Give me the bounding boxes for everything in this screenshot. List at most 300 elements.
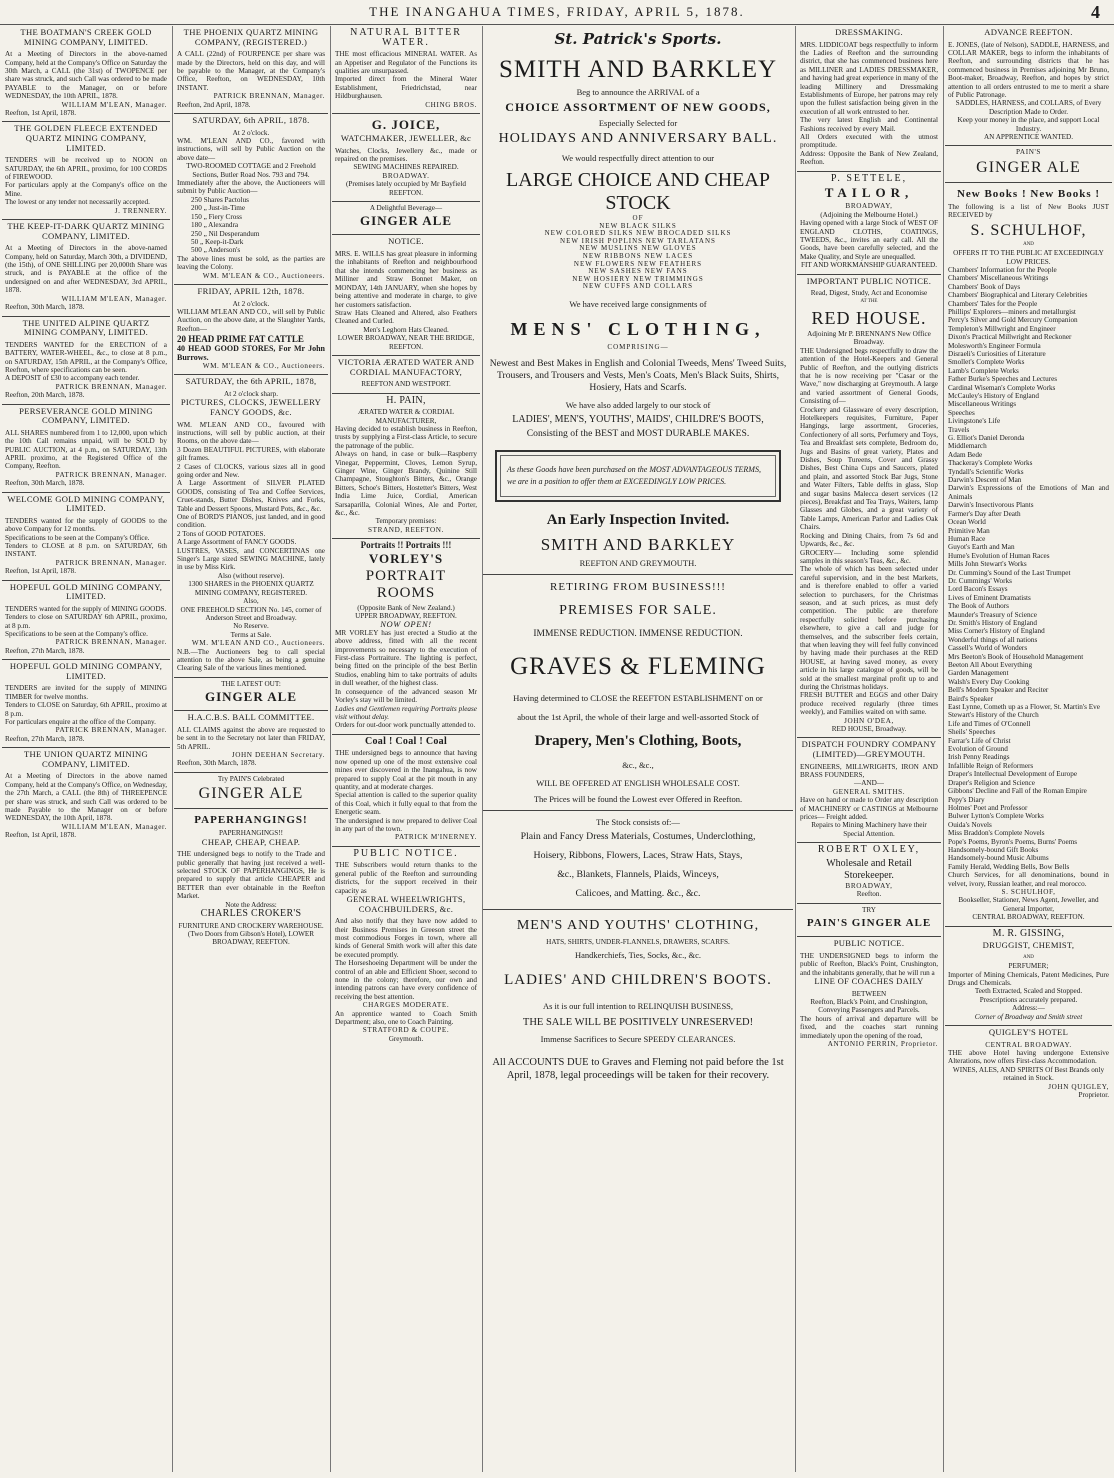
ad-item: No Reserve. [233,622,269,631]
book-list-item: Baird's Speaker [948,694,994,703]
ad-line: We have also added largely to our stock of [565,399,711,410]
ad-heading: FRIDAY, APRIL 12th, 1878. [197,285,305,296]
book-list-item: McCauley's History of England [948,392,1039,400]
ad-body: In consequence of the advanced season Mr Vorley's stay will be limited. [335,687,477,705]
book-list-item: Molesworth's Engineer Formula [948,341,1041,350]
ad-title: New Books ! New Books ! [956,187,1101,200]
book-list-item: Wonderful things of all nations [948,635,1038,644]
ad-paperhangings [174,809,328,951]
ad-item: A Large Assortment of FANCY GOODS. [177,538,297,547]
ad-signature: J. TRENNERY. [114,206,167,215]
share-row: 500 „ Anderson's [191,246,241,255]
book-list-item: Mills John Stewart's Works [948,560,1027,569]
ad-item: 40 HEAD GOOD STORES, For Mr John Burrows. [177,344,325,362]
ad-line: Plain and Fancy Dress Materials, Costumes, Underclothing, [520,830,756,842]
ad-line: Especially Selected for [598,118,678,128]
ad-body: The hours of arrival and departure will be fixed, and the coaches start running immediately upon the opening of the road, [800,1014,938,1040]
column-books-and-shops [945,26,1112,1474]
goods-item: NEW COLORED SILKS NEW BROCADED SILKS [544,229,732,238]
book-list-item: Smollet's Complete Works [948,358,1025,367]
ad-heading: HOPEFUL GOLD MINING COMPANY, LIMITED. [9,581,163,602]
ad-body: Specifications to be seen at the Company's Office. [5,533,150,542]
goods-item: NEW FLOWERS NEW FEATHERS [573,259,703,268]
ad-line: Immense Sacrifices to Secure SPEEDY CLEARANCES. [540,1033,736,1044]
ad-heading: VICTORIA ÆRATED WATER AND CORDIAL MANUFACTORY, [337,356,475,377]
book-list-item: Speeches [948,408,975,417]
column-feature-ads [483,26,793,1474]
ad-body: TENDERS will be received up to NOON on SATURDAY, the 6th APRIL, proximo, for 100 CORDS of FIREWOOD. [5,156,167,182]
ad-date: Reefton, 1st April, 1878. [5,109,77,118]
ad-line: BROADWAY. [382,171,430,180]
book-list-item: Darwin's Insectivorous Plants [948,501,1034,510]
ad-line: LADIES', MEN'S, YOUTHS', MAIDS', CHILDRE'S BOOTS, [512,413,764,425]
ad-pretitle: TRY [862,905,876,914]
share-row: 200 „ Just-in-Time [191,204,246,213]
ad-line: THE SALE WILL BE POSITIVELY UNRESERVED! [522,1016,754,1028]
ad-location: CENTRAL BROADWAY, REEFTON. [972,913,1085,922]
ad-heading: NATURAL BITTER WATER. [350,27,462,48]
ad-date: Reefton, 1st April, 1878. [5,831,77,840]
ad-line: &c., Blankets, Flannels, Plaids, Winceys, [557,868,719,880]
book-list-item: Church Services, for all denominations, bound in velvet, ivory, Russian leather, and real morocco. [948,871,1109,888]
book-list-item: Lamb's Complete Works [948,366,1019,375]
book-list-item: Dr. Cumming's Sound of the Last Trumpet [948,568,1071,577]
ad-body: THE most efficacious MINERAL WATER. As an Appetiser and Regulator of the Functions its qualities are unsurpassed. [335,50,477,75]
ad-coal [332,735,480,847]
ad-quigleys-hotel [945,1026,1112,1103]
ad-line: AND [1023,241,1034,247]
ad-body: The following is a list of New Books JUST RECEIVED by [948,202,1109,220]
ad-new-books [945,183,1112,927]
book-list-item: G. Elliot's Daniel Deronda [948,434,1025,443]
ad-heading: IMPORTANT PUBLIC NOTICE. [806,275,932,286]
ad-line: Calicoes, and Matting. &c., &c. [575,887,701,899]
book-list-item: East Lynne, Cometh up as a Flower, St. Martin's Eve [948,703,1100,712]
ad-subheading: Wholesale and Retail [826,857,912,869]
ad-pretitle: Portraits !! Portraits !!! [360,540,452,551]
ad-item: Terms at Sale. [230,630,272,639]
ad-body: Watches, Clocks, Jewellery &c., made or repaired on the premises. [335,146,477,164]
share-row: 50 „ Keep-it-Dark [191,237,244,246]
ad-item: 2 Cases of CLOCKS, various sizes all in good going order and New. [177,462,325,479]
book-list-item: Ocean World [948,518,986,527]
ad-title: TAILOR, [824,185,914,201]
ad-gissing-chemist [945,927,1112,1026]
ad-line: MEN'S AND YOUTHS' CLOTHING, [516,917,760,933]
book-list-item: Evolution of Ground [948,745,1008,754]
book-list-item: Dixon's Practical Millwright and Reckoner [948,333,1072,342]
book-list-item: Infallible Reign of Reformers [948,761,1034,770]
ad-body: THE undersigned begs to announce that having now opened up one of the most extensive coal mines ever discovered in the Inangahua, is now prepared to supply Coal at the pit mouth in any quantity, and at moderate charges. [335,749,477,791]
ad-heading: QUIGLEY'S HOTEL [988,1027,1069,1038]
ad-line: BROADWAY, [845,881,893,890]
book-list-item: Disraeli's Curiosities of Literature [948,349,1046,358]
ad-title: RED HOUSE. [811,307,927,328]
ad-body: The whole of which has been selected under careful supervision, and in the best Markets, and is therefore enabled to offer a varied selection to purchasers, for the Christmas season, and at such prices, as must defy competition. The public are therefore respectfully solicited before purchasing elsewhere, to give a call and judge for themselves, and the subscriber feels certain, that when leaving they will feel fully convinced by having made their purchases at the RED HOUSE, at having saved money, as every article in his large catalogue of goods, will be sold at the smallest marginal profit up to and during the Christmas holidays. [800,565,938,691]
ad-body: Orders for out-door work punctually attended to. [335,721,476,730]
ad-heading: DRUGGIST, CHEMIST, [982,940,1075,951]
book-list-item: Chambers' Biographical and Literary Celebrities [948,291,1088,300]
column-local-business [797,26,941,1474]
ad-signature: PATRICK BRENNAN, Manager. [55,726,167,735]
book-list-item: Percy's Silver and Gold Mercury Companion [948,316,1078,325]
column-rule [943,26,944,1472]
ad-body: Straw Hats Cleaned and Altered, also Feathers Cleaned and Curled. [335,308,477,326]
ad-union-quartz [2,748,170,843]
book-list-item: Garden Management [948,669,1009,678]
ad-item: Also, [243,597,259,606]
book-list-item: Chambers' Book of Days [948,282,1021,291]
ad-item: One of BORD'S PIANOS, just landed, and in good condition. [177,513,325,530]
ad-heading: THE UNION QUARTZ MINING COMPANY, LIMITED. [23,749,149,769]
ad-signature: WILLIAM M'LEAN, Manager. [61,100,167,109]
book-list-item: Mrs Beeton's Book of Household Management [948,652,1084,661]
ad-body: WM. M'LEAN AND CO., favored with instructions, will sell by Public Auction on the above date— [177,137,325,162]
ad-line: SMITH AND BARKLEY [540,534,736,554]
book-list-item: Handsomely-bound Gift Books [948,845,1039,854]
ad-hacbs [174,711,328,773]
ad-body: WM. M'LEAN AND CO., favoured with instructions, will sell by public auction, at their Rooms, on the above date— [177,420,325,446]
ad-boatmans-creek [2,26,170,122]
ad-joice [332,114,480,202]
ad-line: AND [1023,954,1034,960]
ad-body: At a Meeting of Directors in the above named Company, held at the Company's Office, on Wednesday, the 27th March, a CALL (the 8th) of THREEPENCE per share was struck, and such Call was ordered to be made Payable to the Manager on or before WEDNESDAY, the 10th April, 1878. [5,772,167,823]
ad-heading: GENERAL WHEELWRIGHTS, COACHBUILDERS, &c. [346,894,466,914]
price-notice-box: As these Goods have been purchased on the MOST ADVANTAGEOUS TERMS, we are in a position to offer them at EXCEEDINGLY LOW PRICES. [495,450,781,502]
ad-subheading: PERFUMER; [1008,962,1049,971]
goods-item: NEW BLACK SILKS [599,221,677,230]
ad-line: CHOICE ASSORTMENT OF NEW GOODS, [505,100,771,114]
ad-title: G. JOICE, [371,117,441,133]
ad-line: CHARGES MODERATE. [362,1001,450,1010]
ad-location: STRAND, REEFTON. [368,525,444,534]
ad-body: WINES, ALES, AND SPIRITS Of Best Brands only retained in Stock. [952,1065,1105,1083]
book-list-item: Cardinal Wiseman's Complete Works [948,383,1056,392]
ad-open: NOW OPEN! [380,619,432,630]
ad-subheading: (Opposite Bank of New Zealand.) [357,603,455,612]
ad-body: The undersigned is now prepared to deliver Coal in any part of the town. [335,816,477,833]
ad-heading: DISPATCH FOUNDRY COMPANY (LIMITED)—GREYMOUTH. [801,739,937,760]
book-list-item: Hume's Evolution of Human Races [948,551,1050,560]
ad-pretitle: A Delightful Beverage— [369,204,443,213]
column-rule [172,26,173,1472]
book-list-item: Draper's Religion and Science [948,778,1035,787]
ad-item: 3 Dozen BEAUTIFUL PICTURES, with elaborate gilt frames. [177,445,325,463]
book-list-item: Stewart's History of the Church [948,711,1039,720]
ad-body: WILLIAM M'LEAN AND CO., will sell by Public Auction, on the above date, at the Slaughter Yards, Reefton— [177,307,325,333]
ad-line: Consisting of the BEST and MOST DURABLE MAKES. [526,427,750,439]
ad-jones-saddler [945,26,1112,146]
ad-body: All ACCOUNTS DUE to Graves and Fleming not paid before the 1st April, 1878, legal proceedings will be taken for their recovery. [492,1056,784,1081]
ad-line: HATS, SHIRTS, UNDER-FLANNELS, DRAWERS, SCARFS. [546,937,730,946]
ad-line: Handkerchiefs, Ties, Socks, &c., &c. [574,949,702,960]
ad-subheading: PAPERHANGINGS!! [218,829,284,838]
goods-item: NEW SASHES NEW FANS [588,267,688,276]
ad-item: 20 HEAD PRIME FAT CATTLE [177,334,304,345]
ad-body: A CALL (22nd) of FOURPENCE per share was made by the Directors, held on this day, and will be payable to the Manager, at the Company's Office, Reefton, on WEDNESDAY, 10th INSTANT. [177,50,325,92]
ad-pretitle: THE LATEST OUT: [221,679,281,688]
ad-signature: WM. M'LEAN & CO., Auctioneers. [202,361,325,370]
ad-signature: JOHN DEEHAN Secretary. [231,750,325,759]
page-number: 4 [1091,2,1100,22]
ad-robert-oxley [797,843,941,903]
ad-signature: S. SCHULHOF, [1001,887,1056,896]
book-list-item: Phillips' Explorers—miners and metallurgist [948,307,1076,316]
ad-title: PAPERHANGINGS! [194,814,308,827]
ad-body: Temporary premises: [375,517,437,526]
ad-heading: H. PAIN, [386,394,426,406]
ad-heading: LINE OF COACHES DAILY [814,975,924,986]
ad-body: ALL SHARES numbered from 1 to 12,000, upon which the 10th Call remains unpaid, will be SOLD by PUBLIC AUCTION, at 4 p.m., on SATURDAY, 13th APRIL proximo, at the Registered Office of the Company, Reefton. [5,428,167,471]
ad-bitter-water [332,26,480,114]
mens-clothing-title: MENS' CLOTHING, [510,318,766,339]
ad-heading: SATURDAY, 6th APRIL, 1878. [192,115,310,126]
ad-location: (Two Doors from Gibson's Hotel), LOWER BROADWAY, REEFTON. [187,930,315,947]
ad-body: THE undersigned begs to notify to the Trade and public generally that having just received a well-selected STOCK OF PAPERHANGINGS, He is prepared to supply that article CHEAPER and BETTER than ever obtainable in the Reefton Market. [177,850,325,901]
ad-signature: CHING BROS. [425,100,477,109]
book-list-item: Lord Bacon's Essays [948,585,1008,594]
ad-auction-cottage [174,114,328,285]
ad-signature: PATRICK BRENNAN, Manager. [55,638,167,647]
ad-title: GINGER ALE [198,785,304,803]
book-list-item: Darwin's Expressions of the Emotions of Man and Animals [948,484,1109,501]
book-list-item: Gibbons' Decline and Fall of the Roman Empire [948,787,1087,796]
ad-subheading: Storekeeper. [844,869,894,881]
ad-line: WILL BE OFFERED AT ENGLISH WHOLESALE COST. [536,777,740,788]
book-list-item: Human Race [948,534,986,543]
ad-body: Having determined to CLOSE the REEFTON ESTABLISHMENT on or about the 1st April, the whole of their large and well-assorted Stock of [513,692,763,722]
ad-body: Ladies and Gentlemen requiring Portraits please visit without delay. [335,704,477,721]
book-list-item: Travels [948,425,970,434]
ad-heading: CHARLES CROKER'S [200,908,302,920]
ad-pretitle: Try PAIN'S Celebrated [217,774,285,783]
ad-line: FIT AND WORKMANSHIP GUARANTEED. [800,261,938,270]
ad-body: For particulars apply at the Company's office on the Mine. [5,181,167,198]
ad-body: Having opened with a large Stock of WEST OF ENGLAND CLOTHS, COATINGS, TWEEDS, &c., invites an early call. All the Goods, have been carefully selected, and the Make Quality, and Style are unequalled. [800,219,938,261]
ad-heading: SATURDAY, the 6th APRIL, 1878, [185,376,317,387]
book-list-item: Thackeray's Complete Works [948,459,1033,468]
ad-body: Tenders to close on SATURDAY 6th APRIL, proximo, at 8 p.m. [5,613,167,630]
ad-pains-ginger-ale-2 [945,146,1112,182]
ad-subheading: Adjoining Mr P. BRENNAN'S New Office Broadway. [807,329,931,347]
ad-settele-tailor [797,172,941,275]
ad-location: RED HOUSE, Broadway. [831,725,907,734]
ad-body: The above lines must be sold, as the parties are leaving the Colony. [177,254,325,272]
ad-auction-pictures [174,375,328,677]
ad-heading: CHEAP, CHEAP, CHEAP. [201,836,301,847]
book-list-item: Dr. Cummings' Works [948,576,1012,585]
ad-subheading: At 2 o'clock. [232,128,270,137]
ad-line: COMPRISING— [607,342,669,351]
book-list-item: Dr. Smith's History of England [948,618,1037,627]
ad-line: &c., &c., [622,759,654,770]
ad-victoria-aerated [332,356,480,394]
book-list-item: Farrar's Life of Christ [948,736,1011,745]
share-row: 180 „ Alexandra [191,221,239,230]
ad-item: LUSTRES, VASES, and CONCERTINAS one Singer's Large sized SEWING MACHINE, lately in use by Miss Kirk. [177,546,325,572]
column-rule [795,26,796,1472]
ad-signature: PATRICK BRENNAN, Manager. [55,558,167,567]
ad-signature: WM. M'LEAN & CO., Auctioneers. [202,271,325,280]
ad-body: TENDERS wanted for the supply of MINING GOODS. [5,604,167,613]
share-row: 250 Shares Pactolus [191,195,249,204]
ad-line: SADDLES, HARNESS, and COLLARS, of Every Description Made to Order. [955,99,1102,116]
ad-body: Prescriptions accurately prepared. [979,995,1078,1004]
ad-location: LOWER BROADWAY, NEAR THE BRIDGE, REEFTON. [337,334,475,351]
ad-title: GINGER ALE [360,213,452,229]
book-list-item: Bell's Modern Speaker and Reciter [948,686,1049,695]
ad-heading: THE UNITED ALPINE QUARTZ MINING COMPANY, LIMITED. [22,317,150,338]
ad-hopeful-timber [2,660,170,748]
ad-signature: WILLIAM M'LEAN, Manager. [61,822,167,831]
ad-signature: PATRICK M'INERNEY. [395,833,477,842]
book-list-item: Life and Times of O'Connell [948,719,1031,728]
ad-body: MR VORLEY has just erected a Studio at the above address, fitted with all the recent improvements so necessary to the execution of First-class Portraiture. The lighting is perfect, being fitted on the principle of the best Berlin Studios, enabling him to take portraits of adults in dull weather, of the highest class. [335,628,477,688]
masthead [0,0,1114,25]
goods-item: NEW IRISH POPLINS NEW TARLATANS [560,236,716,245]
ad-body: An apprentice wanted to Coach Smith Department; also, one to Coach Painting. [335,1009,477,1027]
ad-line: Drapery, Men's Clothing, Boots, [534,732,742,749]
divider [483,574,793,575]
ad-subheading: Bookseller, Stationer, News Agent, Jeweller, and General Importer, [958,896,1099,913]
ad-item: Also (without reserve). [217,571,285,580]
ad-item: 2 Tons of GOOD POTATOES. [177,529,266,538]
ad-pretitle: AT THE [860,298,878,304]
ad-line: Hoisery, Ribbons, Flowers, Laces, Straw Hats, Stays, [533,849,743,861]
book-list-item: Miscellaneous Writings [948,400,1017,409]
ad-signature: WILLIAM M'LEAN, Manager. [61,294,167,303]
ad-heading: HOPEFUL GOLD MINING COMPANY, LIMITED. [9,661,163,681]
ad-body: THE UNDERSIGNED begs to inform the public of Reefton, Black's Point, Crushington, and the inhabitants generally, that he will run a [800,951,938,977]
ad-line: (Premises lately occupied by Mr Bayfield [346,180,466,189]
ad-body: Specifications to be seen at the Company's office. [5,630,148,638]
ad-body: FRESH BUTTER and EGGS and other Dairy produce received regularly (three times weekly), and Families waited on with same. [800,691,938,717]
ad-body: Tenders to CLOSE on Saturday, 6th APRIL, proximo at 8 p.m. [5,701,167,718]
ad-try-pains [797,904,941,937]
goods-list [483,223,793,291]
ad-location: UPPER BROADWAY, REEFTON. [355,612,457,621]
ad-body: The Horseshoeing Department will be under the control of an able and Efficient Shoer, second to none in the colony; therefore, our own and intending patrons can have every confidence of receiving the best attention. [335,959,477,1001]
goods-item: NEW HOSIERY NEW TRIMMINGS [572,274,704,283]
ad-body: Crockery and Glassware of every description, Hotelkeepers requisites, Furniture, Paper Hangings, large assortment, Groceries, Confectionery of all sorts, Perfumery and Toys, Tea and Breakfast sets complete, Bedroom do, Jugs and Basins of great variety, Plates and Dishes, Soup Tureens, Cover and Grassy Dishes, Best China Cups and Saucers, plated and plain, and assorted Stock Bar Jugs, Stone and Water Filters, Table delfts in glass, Slop and sugar basins Malecca desert services (12 pieces), Breakfast and Tea Trays, Waiters, lamp Glasses and Globes, and a great variety of Table Lamps, American Parlor and Ladies Oak Chairs. [800,405,938,532]
ad-latest-ginger-ale [174,678,328,711]
ad-heading: PUBLIC NOTICE. [353,847,459,859]
book-list-item: Darwin's Descent of Man [948,476,1022,485]
ad-line: Keep your money in the place, and support Local Industry. [957,116,1100,133]
book-list-item: Livingstone's Life [948,417,1001,426]
book-list-item: Cassell's World of Wonders [948,644,1028,653]
book-list-item: Guyot's Earth and Man [948,543,1015,552]
divider [483,909,793,910]
ad-body: Reefton, Black's Point, and Crushington, [810,997,928,1006]
ad-body: THE Subscribers would return thanks to the general public of the Reefton and surrounding districts, for the support received in their capacity as [335,861,477,895]
ad-subheading: At 2 o'clock. [232,299,270,308]
ad-heading: ADVANCE REEFTON. [984,27,1073,37]
ad-line: OFFERS IT TO THE PUBLIC AT EXCEEDINGLY LOW PRICES. [953,249,1104,266]
ad-subheading: FURNITURE AND CROCKERY WAREHOUSE. [178,921,324,930]
book-list-item: Maunder's Treasury of Science [948,610,1037,619]
ad-body: E. JONES, (late of Nelson), SADDLE, HARNESS, and COLLAR MAKER, begs to inform the inhabitants of Reefton, and surrounding districts that he has commenced business in Premises adjoining Mr Bruno, Boot-maker, Broadway, Reefton, and hopes by strict attention to all orders entrusted to me to merit a share of Public Patronage. [948,40,1109,100]
book-list-item: Tyndall's Scientific Works [948,467,1024,476]
book-list-item: Lives of Eminent Dramatists [948,593,1031,602]
book-list-item: Adam Bede [948,450,983,459]
ad-welcome [2,493,170,581]
ad-line: REEFTON. [388,188,423,197]
ad-body: Newest and Best Makes in English and Colonial Tweeds, Mens' Tweed Suits, Trousers, and Trousers and Vests, Men's Coats, Men's Black Suits, Shirts, Hosiery, Hats and Scarfs. [489,357,787,393]
ad-note: N.B.—The Auctioneers beg to call special attention to the above Sale, as being a genuine Clearing Sale of the various lines mentioned. [177,647,325,673]
ad-heading: H.A.C.B.S. BALL COMMITTEE. [187,712,315,723]
ad-item: TWO-ROOMED COTTAGE and 2 Freehold Sections, Butler Road Nos. 793 and 794. [186,162,316,179]
ad-heading: M. R. GISSING, [992,927,1065,939]
ad-pains-ginger-ale [174,773,328,809]
ad-signature: PATRICK BRENNAN, Manager. [55,470,167,479]
ad-body: TENDERS WANTED for the ERECTION of a BATTERY, WATER-WHEEL, &c., to close at 8 p.m., on SATURDAY, 15th APRIL, at the Company's Office, Reefton, where specifications can be seen. [5,340,167,374]
ad-body: Rocking and Dining Chairs, from 7s 6d and Upwards, &c., &c. [800,531,938,549]
share-row: 250 „ Nil Desperandum [191,229,260,238]
goods-item: NEW RIBBONS NEW LACES [582,251,694,260]
ad-subheading: REEFTON AND WESTPORT. [361,380,451,389]
ad-title: GINGER ALE [976,158,1081,176]
ad-keep-it-dark [2,220,170,316]
ad-wheelwrights [332,847,480,1048]
st-patricks-heading: St. Patrick's Sports. [554,30,722,48]
ad-date: Reefton, 1st April, 1878. [5,567,77,576]
ad-heading: WATCHMAKER, JEWELLER, &c [340,133,472,144]
share-row: 150 „ Fiery Cross [191,212,242,221]
book-list-item: Farmer's Day after Death [948,509,1021,518]
ad-line: LADIES' AND CHILDREN'S BOOTS. [504,971,772,988]
ad-signature: STRATFORD & COUPE. [362,1026,450,1035]
goods-item: NEW MUSLINS NEW GLOVES [579,244,697,253]
ad-hopeful-goods [2,581,170,661]
ad-location: Corner of Broadway and Smith street [974,1012,1083,1021]
ad-body: The lowest or any tender not necessarily accepted. [5,198,150,207]
ad-title: PORTRAIT ROOMS [365,567,447,601]
ad-red-house [797,275,941,739]
ad-signature: PATRICK BRENNAN, Manager. [55,382,167,391]
ad-address: Address: Opposite the Bank of New Zealand, Reefton. [800,149,938,167]
ad-date: Reefton, 20th March, 1878. [5,391,85,400]
ad-item: Immediately after the above, the Auctioneers will submit by Public Auction— [177,179,325,196]
ad-subheading: CENTRAL BROADWAY. [985,1040,1072,1049]
ad-subheading: At 2 o'clock sharp. [224,389,278,398]
ad-line: An Early Inspection Invited. [546,511,730,528]
ad-h-pain [332,394,480,540]
ad-line: REEFTON AND GREYMOUTH. [579,557,697,568]
book-list-item: Pope's Poems, Byron's Poems, Burns' Poems [948,837,1078,846]
ad-line: IMMENSE REDUCTION. IMMENSE REDUCTION. [533,628,743,639]
book-list-item: Middlemarch [948,442,987,451]
ad-delightful-ginger-ale [332,202,480,235]
ad-body: Men's Leghorn Hats Cleaned. [363,325,449,334]
ad-heading: THE BOATMAN'S CREEK GOLD MINING COMPANY, LIMITED. [20,27,152,47]
book-list-item: Irish Penny Readings [948,753,1010,762]
book-list-item: Chambers' Miscellaneous Writings [948,274,1049,283]
ad-subheading: (Adjoining the Melbourne Hotel.) [820,210,918,219]
ad-body: At a Meeting of Directors in the above-named Company, held on Saturday, March 30th, a DIVIDEND, (the 15th), of ONE SHILLING per 20,000th Share was struck, and is PAYABLE at the office of the undersigned on and after WEDNESDAY, 3rd APRIL, 1878. [5,244,167,295]
ad-date: Reefton, 30th March, 1878. [177,759,257,768]
ad-heading: THE GOLDEN FLEECE EXTENDED QUARTZ MINING COMPANY, LIMITED. [14,123,158,153]
ad-title: S. SCHULHOF, [970,221,1087,239]
ad-line: —AND— [854,779,884,788]
ad-heading: THE PHOENIX QUARTZ MINING COMPANY, (REGISTERED.) [183,27,319,47]
ad-title: GINGER ALE [205,689,297,705]
ad-body: THE above Hotel having undergone Extensive Alterations, now offers First-class Accommodation. [948,1049,1109,1066]
book-list-item: Ouida's Novels [948,820,992,829]
ad-date: Reefton, 30th March, 1878. [5,303,85,312]
ad-line: AN APPRENTICE WANTED. [983,133,1074,142]
ad-body: A DEPOSIT of £30 to accompany each tender. [5,374,140,383]
